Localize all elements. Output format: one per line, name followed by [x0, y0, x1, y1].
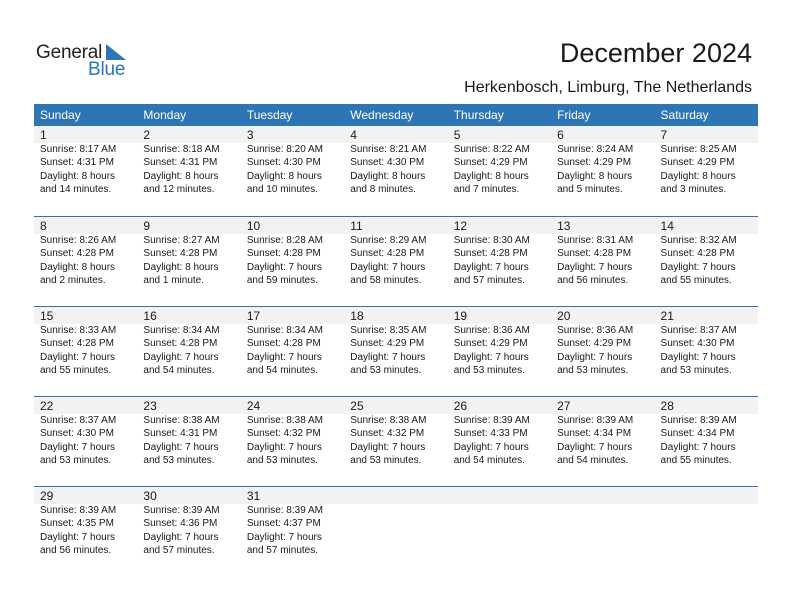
daylight-minutes-text: and 3 minutes.: [660, 184, 727, 196]
day-number: 4: [350, 128, 357, 142]
daylight-minutes-text: and 59 minutes.: [246, 275, 319, 287]
weekday-label: Wednesday: [350, 108, 414, 122]
day-cell: [137, 307, 240, 378]
daylight-text: Daylight: 7 hours: [557, 261, 633, 273]
daylight-minutes-text: and 53 minutes.: [350, 455, 422, 467]
sunrise-text: Sunrise: 8:27 AM: [143, 235, 220, 246]
sunset-text: Sunset: 4:34 PM: [660, 428, 735, 440]
sunrise-text: Sunrise: 8:34 AM: [143, 325, 220, 336]
sunset-text: Sunset: 4:29 PM: [660, 157, 735, 169]
daylight-text: Daylight: 7 hours: [557, 441, 633, 453]
daylight-minutes-text: and 54 minutes.: [557, 455, 629, 467]
sunrise-text: Sunrise: 8:34 AM: [246, 325, 323, 336]
daylight-text: Daylight: 7 hours: [557, 351, 633, 363]
sunset-text: Sunset: 4:28 PM: [350, 248, 425, 260]
daylight-text: Daylight: 7 hours: [40, 441, 116, 453]
daylight-text: Daylight: 8 hours: [143, 170, 219, 182]
sunrise-text: Sunrise: 8:38 AM: [350, 415, 427, 426]
day-number: 19: [453, 309, 468, 323]
day-cell: [34, 126, 137, 197]
daylight-minutes-text: and 55 minutes.: [660, 275, 732, 287]
sunset-text: Sunset: 4:29 PM: [350, 338, 425, 350]
sunrise-text: Sunrise: 8:20 AM: [246, 144, 323, 155]
daylight-text: Daylight: 8 hours: [350, 170, 426, 182]
sunset-text: Sunset: 4:35 PM: [40, 518, 114, 530]
week-row: [34, 486, 758, 576]
day-cell: [34, 307, 137, 378]
sunrise-text: Sunrise: 8:39 AM: [246, 505, 323, 516]
day-number: 12: [453, 219, 468, 233]
sunrise-text: Sunrise: 8:22 AM: [453, 144, 530, 155]
day-cell: [655, 307, 758, 378]
day-number: 31: [246, 489, 261, 503]
day-cell: [448, 217, 551, 288]
day-cell: [241, 126, 344, 197]
sunset-text: Sunset: 4:32 PM: [350, 428, 425, 440]
empty-day-cell: [655, 487, 758, 558]
daylight-minutes-text: and 53 minutes.: [557, 365, 629, 377]
day-number: 30: [143, 489, 157, 503]
daylight-text: Daylight: 8 hours: [246, 170, 322, 182]
logo-general-text: General: [36, 42, 103, 63]
sunrise-text: Sunrise: 8:30 AM: [453, 235, 530, 246]
day-number: 29: [40, 489, 54, 503]
day-cell: [241, 487, 344, 558]
sunrise-text: Sunrise: 8:36 AM: [453, 325, 530, 336]
sunset-text: Sunset: 4:34 PM: [557, 428, 632, 440]
sunset-text: Sunset: 4:30 PM: [246, 157, 321, 169]
sunset-text: Sunset: 4:32 PM: [246, 428, 321, 440]
sunrise-text: Sunrise: 8:32 AM: [660, 235, 737, 246]
empty-day-cell: [551, 487, 654, 558]
day-cell: [344, 126, 447, 197]
daylight-minutes-text: and 53 minutes.: [350, 365, 422, 377]
day-number: 15: [40, 309, 54, 323]
sunrise-text: Sunrise: 8:37 AM: [40, 415, 117, 426]
sunrise-text: Sunrise: 8:29 AM: [350, 235, 427, 246]
weekday-header: [34, 104, 758, 126]
sunrise-text: Sunrise: 8:25 AM: [660, 144, 737, 155]
sunrise-text: Sunrise: 8:28 AM: [246, 235, 323, 246]
day-number: 17: [246, 309, 261, 323]
daylight-text: Daylight: 7 hours: [143, 351, 219, 363]
day-cell: [241, 397, 344, 468]
daylight-text: Daylight: 7 hours: [660, 441, 736, 453]
day-number: 26: [453, 399, 468, 413]
week-cells: [34, 487, 758, 558]
sunrise-text: Sunrise: 8:39 AM: [660, 415, 737, 426]
day-number: 18: [350, 309, 364, 323]
daylight-text: Daylight: 7 hours: [453, 351, 529, 363]
sunset-text: Sunset: 4:28 PM: [143, 248, 218, 260]
sunset-text: Sunset: 4:33 PM: [453, 428, 528, 440]
sunset-text: Sunset: 4:29 PM: [453, 157, 528, 169]
week-cells: [34, 126, 758, 197]
weekday-label: Tuesday: [246, 108, 293, 122]
sunset-text: Sunset: 4:29 PM: [453, 338, 528, 350]
day-cell: [551, 217, 654, 288]
calendar: [34, 104, 758, 576]
daylight-minutes-text: and 56 minutes.: [40, 545, 112, 557]
week-row: [34, 216, 758, 306]
day-number: 28: [660, 399, 674, 413]
sunrise-text: Sunrise: 8:21 AM: [350, 144, 427, 155]
daylight-text: Daylight: 7 hours: [143, 531, 219, 543]
weekday-label: Saturday: [660, 108, 709, 122]
sunrise-text: Sunrise: 8:39 AM: [143, 505, 220, 516]
sunset-text: Sunset: 4:28 PM: [557, 248, 632, 260]
sunset-text: Sunset: 4:30 PM: [660, 338, 735, 350]
day-number: 3: [246, 128, 254, 142]
daylight-minutes-text: and 55 minutes.: [660, 455, 732, 467]
day-number: 14: [660, 219, 674, 233]
day-cell: [448, 307, 551, 378]
day-number: 8: [40, 219, 47, 233]
daylight-minutes-text: and 54 minutes.: [143, 365, 215, 377]
week-row: [34, 126, 758, 216]
day-cell: [448, 397, 551, 468]
daylight-text: Daylight: 7 hours: [350, 441, 426, 453]
day-number: 16: [143, 309, 157, 323]
day-cell: [344, 217, 447, 288]
day-cell: [34, 487, 137, 558]
sunrise-text: Sunrise: 8:24 AM: [557, 144, 634, 155]
sunrise-text: Sunrise: 8:36 AM: [557, 325, 634, 336]
day-cell: [448, 126, 551, 197]
location-subtitle: Herkenbosch, Limburg, The Netherlands: [464, 79, 752, 96]
daylight-text: Daylight: 7 hours: [350, 261, 426, 273]
daylight-minutes-text: and 8 minutes.: [350, 184, 416, 196]
day-cell: [137, 217, 240, 288]
day-cell: [655, 217, 758, 288]
day-number: 1: [40, 128, 47, 142]
sunrise-text: Sunrise: 8:26 AM: [40, 235, 117, 246]
sunrise-text: Sunrise: 8:39 AM: [453, 415, 530, 426]
weekday-label: Friday: [557, 108, 591, 122]
daylight-text: Daylight: 7 hours: [350, 351, 426, 363]
daylight-minutes-text: and 2 minutes.: [40, 275, 106, 287]
sunset-text: Sunset: 4:31 PM: [40, 157, 114, 169]
logo-blue-text: Blue: [88, 59, 126, 80]
day-cell: [137, 126, 240, 197]
day-cell: [551, 397, 654, 468]
day-number: 27: [557, 399, 571, 413]
day-number: 6: [557, 128, 564, 142]
sunrise-text: Sunrise: 8:38 AM: [143, 415, 220, 426]
daylight-text: Daylight: 7 hours: [246, 351, 322, 363]
daylight-text: Daylight: 7 hours: [660, 261, 736, 273]
daylight-text: Daylight: 7 hours: [40, 531, 116, 543]
sunrise-text: Sunrise: 8:33 AM: [40, 325, 117, 336]
daylight-minutes-text: and 10 minutes.: [246, 184, 319, 196]
day-number: 10: [246, 219, 261, 233]
sunrise-text: Sunrise: 8:17 AM: [40, 144, 117, 155]
weekday-label: Monday: [143, 108, 187, 122]
daylight-minutes-text: and 53 minutes.: [40, 455, 112, 467]
daylight-minutes-text: and 5 minutes.: [557, 184, 623, 196]
day-number: 7: [660, 128, 668, 142]
day-cell: [137, 487, 240, 558]
sunset-text: Sunset: 4:28 PM: [40, 338, 114, 350]
sunset-text: Sunset: 4:29 PM: [557, 338, 632, 350]
sunrise-text: Sunrise: 8:39 AM: [557, 415, 634, 426]
daylight-text: Daylight: 8 hours: [453, 170, 529, 182]
week-row: [34, 306, 758, 396]
day-cell: [655, 397, 758, 468]
day-number: 11: [350, 219, 363, 233]
daylight-minutes-text: and 55 minutes.: [40, 365, 112, 377]
daylight-text: Daylight: 8 hours: [143, 261, 219, 273]
week-cells: [34, 397, 758, 468]
daylight-minutes-text: and 53 minutes.: [246, 455, 319, 467]
daylight-minutes-text: and 56 minutes.: [557, 275, 629, 287]
daylight-text: Daylight: 7 hours: [40, 351, 116, 363]
daylight-text: Daylight: 8 hours: [557, 170, 633, 182]
day-number: 21: [660, 309, 674, 323]
daylight-minutes-text: and 7 minutes.: [453, 184, 520, 196]
daylight-text: Daylight: 8 hours: [40, 261, 116, 273]
day-cell: [241, 307, 344, 378]
daylight-text: Daylight: 7 hours: [143, 441, 219, 453]
sunrise-text: Sunrise: 8:38 AM: [246, 415, 323, 426]
day-number: 2: [143, 128, 151, 142]
daylight-minutes-text: and 57 minutes.: [143, 545, 215, 557]
daylight-minutes-text: and 14 minutes.: [40, 184, 112, 196]
day-cell: [344, 307, 447, 378]
day-number: 13: [557, 219, 571, 233]
logo: [36, 42, 146, 82]
day-number: 5: [453, 128, 461, 142]
day-number: 20: [557, 309, 571, 323]
daylight-minutes-text: and 58 minutes.: [350, 275, 422, 287]
week-row: [34, 396, 758, 486]
sunrise-text: Sunrise: 8:31 AM: [557, 235, 634, 246]
day-cell: [551, 307, 654, 378]
sunset-text: Sunset: 4:31 PM: [143, 157, 218, 169]
empty-day-cell: [344, 487, 447, 558]
sunset-text: Sunset: 4:28 PM: [143, 338, 218, 350]
day-cell: [344, 397, 447, 468]
daylight-text: Daylight: 7 hours: [246, 261, 322, 273]
daylight-text: Daylight: 8 hours: [40, 170, 116, 182]
weeks-container: [34, 126, 758, 576]
day-cell: [137, 397, 240, 468]
sunset-text: Sunset: 4:28 PM: [453, 248, 528, 260]
page-title: December 2024: [559, 38, 752, 68]
sunset-text: Sunset: 4:29 PM: [557, 157, 632, 169]
day-cell: [241, 217, 344, 288]
sunset-text: Sunset: 4:28 PM: [40, 248, 114, 260]
day-cell: [34, 217, 137, 288]
sunrise-text: Sunrise: 8:37 AM: [660, 325, 737, 336]
sunrise-text: Sunrise: 8:35 AM: [350, 325, 427, 336]
sunset-text: Sunset: 4:31 PM: [143, 428, 218, 440]
daylight-text: Daylight: 7 hours: [453, 261, 529, 273]
daylight-text: Daylight: 8 hours: [660, 170, 736, 182]
daylight-text: Daylight: 7 hours: [246, 531, 322, 543]
weekday-label: Thursday: [453, 108, 504, 122]
sunset-text: Sunset: 4:28 PM: [660, 248, 735, 260]
week-cells: [34, 217, 758, 288]
day-cell: [551, 126, 654, 197]
day-number: 9: [143, 219, 151, 233]
sunrise-text: Sunrise: 8:39 AM: [40, 505, 117, 516]
sunset-text: Sunset: 4:30 PM: [350, 157, 425, 169]
week-cells: [34, 307, 758, 378]
daylight-text: Daylight: 7 hours: [660, 351, 736, 363]
sunrise-text: Sunrise: 8:18 AM: [143, 144, 220, 155]
day-number: 22: [40, 399, 54, 413]
empty-day-cell: [448, 487, 551, 558]
sunset-text: Sunset: 4:28 PM: [246, 248, 321, 260]
sunset-text: Sunset: 4:30 PM: [40, 428, 114, 440]
daylight-minutes-text: and 53 minutes.: [143, 455, 215, 467]
day-cell: [34, 397, 137, 468]
daylight-text: Daylight: 7 hours: [246, 441, 322, 453]
day-cell: [655, 126, 758, 197]
daylight-minutes-text: and 12 minutes.: [143, 184, 215, 196]
weekday-label: Sunday: [40, 108, 81, 122]
day-number: 24: [246, 399, 261, 413]
sunset-text: Sunset: 4:28 PM: [246, 338, 321, 350]
day-number: 25: [350, 399, 364, 413]
daylight-minutes-text: and 54 minutes.: [246, 365, 319, 377]
daylight-text: Daylight: 7 hours: [453, 441, 529, 453]
daylight-minutes-text: and 57 minutes.: [453, 275, 525, 287]
daylight-minutes-text: and 54 minutes.: [453, 455, 525, 467]
sunset-text: Sunset: 4:37 PM: [246, 518, 321, 530]
daylight-minutes-text: and 53 minutes.: [660, 365, 732, 377]
day-number: 23: [143, 399, 157, 413]
daylight-minutes-text: and 53 minutes.: [453, 365, 525, 377]
daylight-minutes-text: and 57 minutes.: [246, 545, 319, 557]
sunset-text: Sunset: 4:36 PM: [143, 518, 218, 530]
daylight-minutes-text: and 1 minute.: [143, 275, 205, 287]
